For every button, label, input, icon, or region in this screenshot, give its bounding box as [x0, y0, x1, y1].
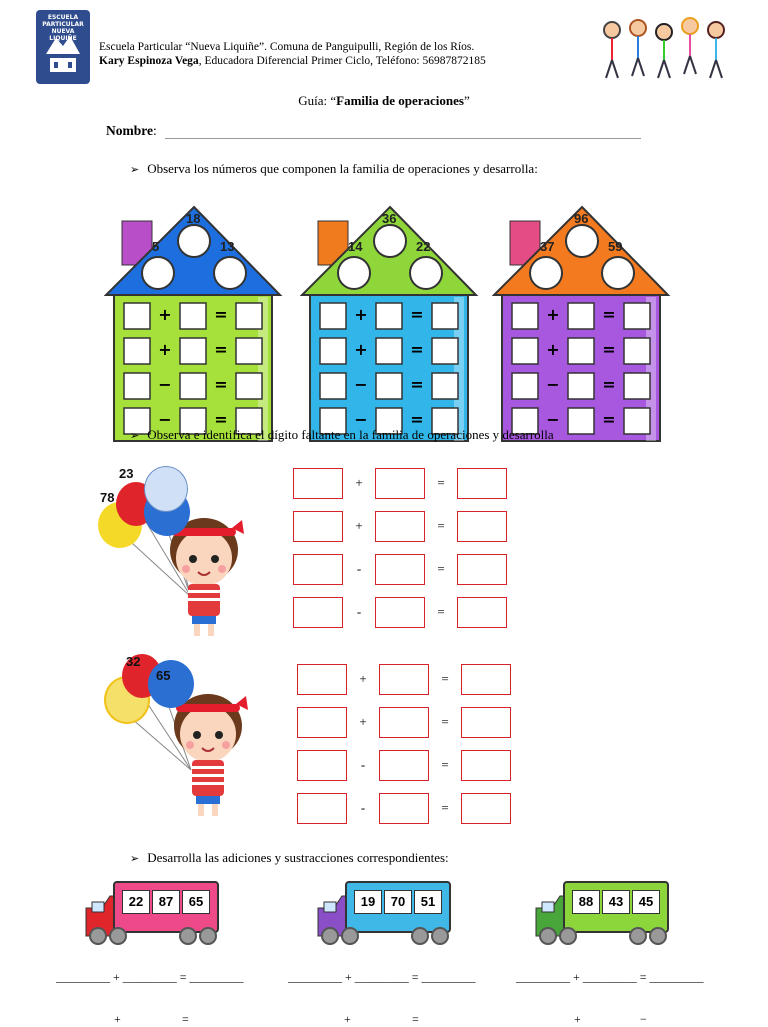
instruction-3-text: Desarrolla las adiciones y sustracciones correspondientes: [147, 850, 449, 865]
arrow-icon: ➢ [130, 429, 140, 442]
balloon-blue [148, 660, 194, 708]
answer-box[interactable] [461, 793, 511, 824]
answer-box[interactable] [568, 373, 594, 399]
operator-sign: + [546, 305, 560, 324]
balloon-number: 78 [100, 490, 115, 505]
name-line[interactable] [165, 138, 641, 139]
kids-illustration [596, 14, 732, 84]
equals-sign: = [602, 410, 616, 429]
answer-box[interactable] [432, 338, 458, 364]
answer-box[interactable] [432, 303, 458, 329]
operator-sign: + [354, 340, 368, 359]
operator-sign: − [354, 410, 368, 429]
number-house [492, 205, 672, 445]
fill-in-line[interactable]: _________ + _________ = _________ [288, 970, 476, 984]
operator-sign: − [546, 375, 560, 394]
answer-box[interactable] [457, 597, 507, 628]
equals-sign: = [214, 410, 228, 429]
answer-box[interactable] [297, 707, 347, 738]
title-prefix: Guía: “ [298, 93, 337, 108]
answer-box[interactable] [624, 408, 650, 434]
balloon-number: 23 [119, 466, 134, 481]
equals-sign: = [214, 305, 228, 324]
answer-box[interactable] [375, 468, 425, 499]
house-number: 5 [152, 239, 160, 254]
answer-box[interactable] [461, 664, 511, 695]
arrow-icon: ➢ [130, 852, 140, 865]
guide-title [0, 93, 768, 109]
operator-sign: + [546, 340, 560, 359]
fill-in-line[interactable]: _________ + _________ = _________ [56, 970, 244, 984]
operator-sign: - [356, 561, 362, 576]
number-truck [534, 878, 674, 948]
answer-box[interactable] [379, 664, 429, 695]
number-truck [316, 878, 456, 948]
equals-sign: = [410, 340, 424, 359]
house-number: 14 [348, 239, 363, 254]
operator-sign: - [356, 604, 362, 619]
equals-sign: = [441, 757, 449, 772]
answer-box[interactable] [297, 793, 347, 824]
school-logo [36, 10, 90, 84]
name-label-text: Nombre [106, 123, 153, 138]
answer-box[interactable] [124, 373, 150, 399]
header-line-2 [99, 54, 486, 68]
operator-sign: + [359, 671, 367, 686]
teacher-info: , Educadora Diferencial Primer Ciclo, Teléfono: 56987872185 [198, 55, 486, 67]
answer-box[interactable] [624, 303, 650, 329]
balloon-light-blue [144, 466, 188, 512]
answer-box[interactable] [293, 468, 343, 499]
answer-box[interactable] [236, 338, 262, 364]
answer-box[interactable] [320, 303, 346, 329]
answer-box[interactable] [379, 707, 429, 738]
equals-sign: = [437, 518, 445, 533]
house-number: 37 [540, 239, 555, 254]
operator-sign: − [354, 375, 368, 394]
answer-box[interactable] [457, 511, 507, 542]
answer-box[interactable] [375, 554, 425, 585]
answer-box[interactable] [236, 373, 262, 399]
house-number: 96 [574, 211, 589, 226]
truck-number: 70 [384, 890, 412, 914]
equals-sign: = [412, 1012, 419, 1026]
teacher-name: Kary Espinoza Vega [99, 55, 199, 67]
operator-sign: − [158, 375, 172, 394]
equals-sign: = [214, 375, 228, 394]
equals-sign: = [437, 475, 445, 490]
operator-sign: + [359, 714, 367, 729]
truck-number: 88 [572, 890, 600, 914]
girl-balloons-1 [96, 462, 256, 642]
operator-sign: + [158, 305, 172, 324]
instruction-2-text: Observa e identifica el dígito faltante en la familia de operaciones y desarrolla [147, 427, 554, 442]
equals-sign: = [410, 305, 424, 324]
answer-box[interactable] [124, 338, 150, 364]
truck-number: 43 [602, 890, 630, 914]
answer-box[interactable] [512, 338, 538, 364]
equals-sign: = [437, 561, 445, 576]
school-header [99, 40, 486, 68]
house-number: 59 [608, 239, 623, 254]
answer-box[interactable] [457, 554, 507, 585]
answer-box[interactable] [293, 511, 343, 542]
answer-box[interactable] [293, 597, 343, 628]
truck-number: 65 [182, 890, 210, 914]
number-house [300, 205, 480, 445]
answer-box[interactable] [375, 597, 425, 628]
equals-sign: = [410, 410, 424, 429]
arrow-icon: ➢ [130, 163, 140, 176]
operator-sign: − [158, 410, 172, 429]
answer-box[interactable] [624, 338, 650, 364]
equals-sign: = [602, 305, 616, 324]
instruction-1 [130, 161, 538, 177]
balloon-number: 65 [156, 668, 171, 683]
operator-sign: - [360, 800, 366, 815]
equals-sign: = [441, 800, 449, 815]
answer-box[interactable] [624, 373, 650, 399]
equals-sign: = [182, 1012, 189, 1026]
truck-number: 51 [414, 890, 442, 914]
operator-sign: + [114, 1012, 121, 1026]
girl-balloons-2 [96, 652, 256, 832]
house-number: 18 [186, 211, 201, 226]
operator-sign: + [355, 475, 363, 490]
answer-box[interactable] [180, 373, 206, 399]
answer-box[interactable] [512, 303, 538, 329]
answer-box[interactable] [320, 373, 346, 399]
answer-box[interactable] [376, 373, 402, 399]
answer-box[interactable] [568, 408, 594, 434]
answer-box[interactable] [461, 750, 511, 781]
equals-sign: = [441, 714, 449, 729]
number-house [104, 205, 284, 445]
name-colon: : [153, 123, 157, 138]
equals-sign: = [602, 340, 616, 359]
answer-box[interactable] [375, 511, 425, 542]
answer-box[interactable] [512, 373, 538, 399]
truck-number: 45 [632, 890, 660, 914]
name-label [106, 123, 157, 139]
answer-box[interactable] [320, 338, 346, 364]
house-number: 22 [416, 239, 431, 254]
operator-sign: + [158, 340, 172, 359]
header-line-1: Escuela Particular “Nueva Liquiñe”. Comuna de Panguipulli, Región de los Ríos. [99, 41, 475, 53]
answer-box[interactable] [376, 303, 402, 329]
answer-box[interactable] [180, 303, 206, 329]
title-suffix: ” [463, 93, 470, 108]
answer-box[interactable] [293, 554, 343, 585]
number-truck [84, 878, 224, 948]
answer-box[interactable] [457, 468, 507, 499]
logo-text: ESCUELA PARTICULAR NUEVA LIQUIÑE [42, 14, 84, 42]
equals-sign: = [437, 604, 445, 619]
house-number: 36 [382, 211, 397, 226]
operator-sign: - [360, 757, 366, 772]
equals-sign: = [602, 375, 616, 394]
answer-box[interactable] [432, 373, 458, 399]
answer-box[interactable] [297, 750, 347, 781]
truck-number: 19 [354, 890, 382, 914]
house-number: 13 [220, 239, 235, 254]
truck-number: 22 [122, 890, 150, 914]
truck-number: 87 [152, 890, 180, 914]
operator-sign: + [355, 518, 363, 533]
answer-box[interactable] [297, 664, 347, 695]
answer-box[interactable] [180, 338, 206, 364]
operator-sign: + [344, 1012, 351, 1026]
instruction-2 [130, 427, 554, 443]
answer-box[interactable] [379, 793, 429, 824]
instruction-3 [130, 850, 449, 866]
instruction-1-text: Observa los números que componen la familia de operaciones y desarrolla: [147, 161, 538, 176]
answer-box[interactable] [568, 303, 594, 329]
answer-box[interactable] [461, 707, 511, 738]
operator-sign: + [574, 1012, 581, 1026]
equals-sign: = [410, 375, 424, 394]
equals-sign: = [214, 340, 228, 359]
equals-sign: − [640, 1012, 647, 1026]
logo-emblem-icon [42, 32, 84, 78]
answer-box[interactable] [376, 338, 402, 364]
operator-sign: − [546, 410, 560, 429]
answer-box[interactable] [124, 303, 150, 329]
answer-box[interactable] [236, 303, 262, 329]
fill-in-line[interactable]: _________ + _________ = _________ [516, 970, 704, 984]
answer-box[interactable] [568, 338, 594, 364]
title-main: Familia de operaciones [336, 93, 464, 108]
operator-sign: + [354, 305, 368, 324]
balloon-number: 32 [126, 654, 141, 669]
answer-box[interactable] [379, 750, 429, 781]
equals-sign: = [441, 671, 449, 686]
